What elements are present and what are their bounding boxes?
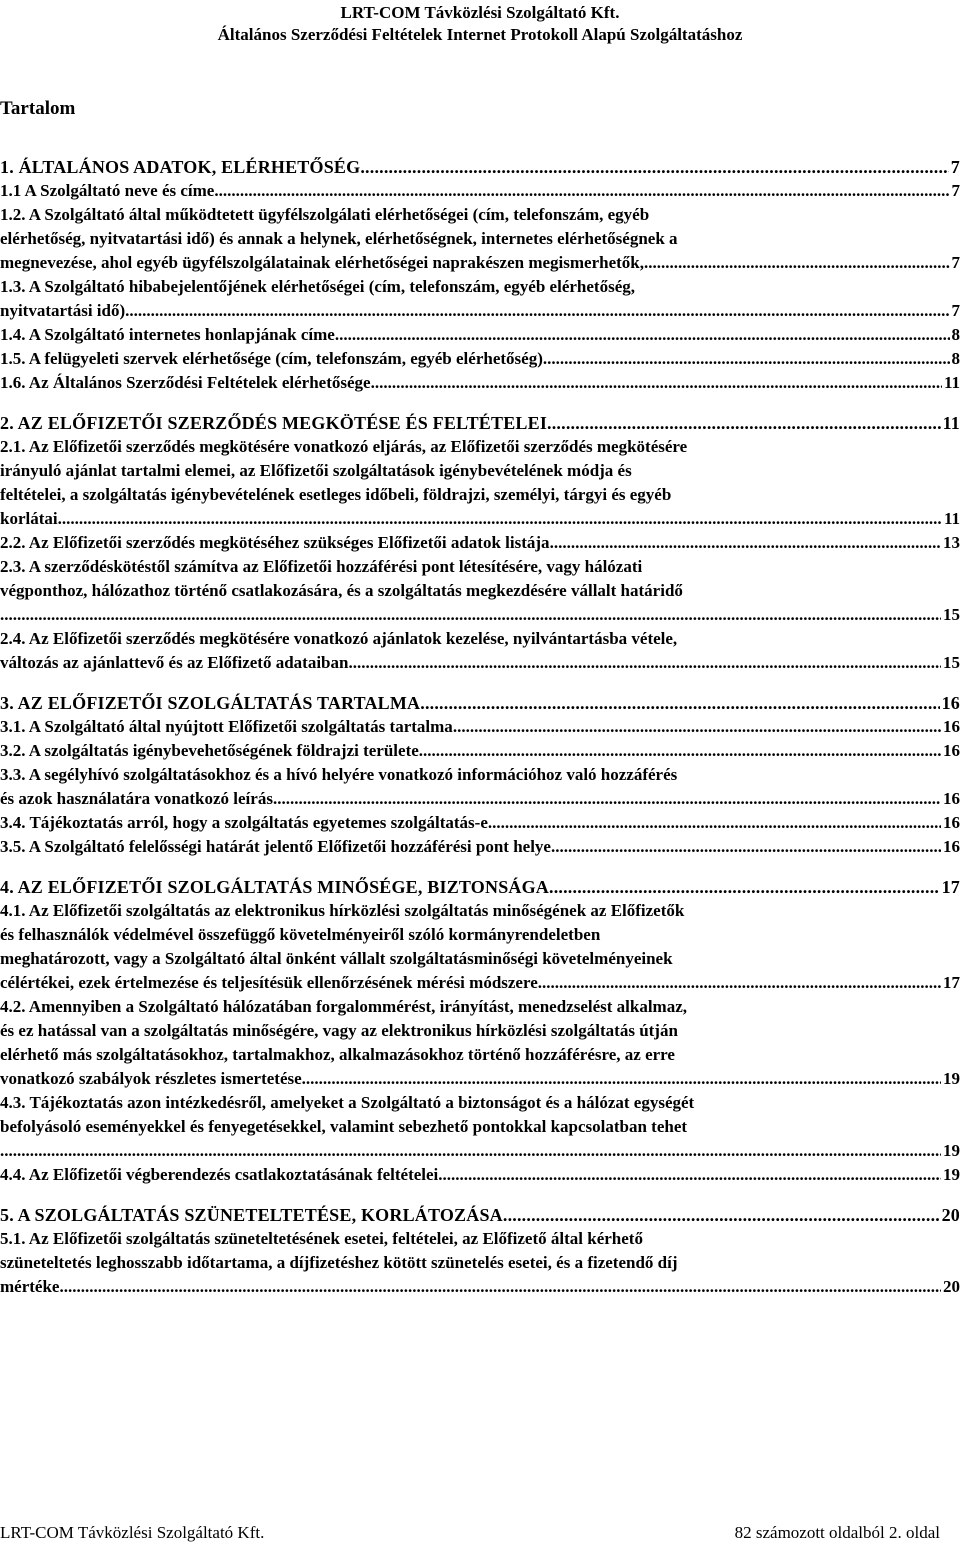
- dot-leader: [371, 371, 942, 395]
- toc-entry-line: 3. AZ ELŐFIZETŐI SZOLGÁLTATÁS TARTALMA: [0, 693, 421, 713]
- toc-heading: Tartalom: [0, 98, 76, 119]
- dot-leader: [538, 971, 941, 995]
- dot-leader: [125, 299, 949, 323]
- toc-subsection-entry[interactable]: [0, 1091, 960, 1163]
- toc-entry-line: 1.3. A Szolgáltató hibabejelentőjének elérhetőségei (cím, telefonszám, egyéb elérhetőség,: [0, 277, 635, 296]
- toc-subsection-entry[interactable]: [0, 1227, 960, 1299]
- toc-section-entry[interactable]: [0, 1203, 960, 1227]
- toc-page-number: 8: [951, 325, 960, 344]
- toc-entry-line: 3.3. A segélyhívó szolgáltatásokhoz és a hívó helyére vonatkozó információhoz való hozzáférés: [0, 765, 678, 784]
- toc-page-number: 7: [951, 181, 960, 200]
- dot-leader: [453, 715, 941, 739]
- toc-entry-line: 5.1. Az Előfizetői szolgáltatás szüneteltetésének esetei, feltételei, az Előfizető által kérhető: [0, 1229, 643, 1248]
- section-gap: [0, 395, 960, 411]
- toc-entry-line: korlátai: [0, 509, 58, 528]
- toc-subsection-entry[interactable]: [0, 323, 960, 347]
- dot-leader: [549, 875, 940, 899]
- toc-page-number: 15: [943, 653, 960, 672]
- toc-entry-line: változás az ajánlattevő és az Előfizető adataiban: [0, 653, 349, 672]
- toc-page-number: 16: [943, 741, 960, 760]
- toc-page-number: 7: [950, 157, 960, 177]
- toc-subsection-entry[interactable]: [0, 627, 960, 675]
- toc-entry-line: és ez hatással van a szolgáltatás minőségére, vagy az elektronikus hírközlési szolgáltatás útján: [0, 1021, 678, 1040]
- toc-page-number: 8: [951, 349, 960, 368]
- toc-subsection-entry[interactable]: [0, 995, 960, 1091]
- toc-entry-line: 3.4. Tájékoztatás arról, hogy a szolgáltatás egyetemes szolgáltatás-e: [0, 813, 488, 832]
- dot-leader: [543, 347, 950, 371]
- dot-leader: [503, 1203, 940, 1227]
- toc-entry-line: feltételei, a szolgáltatás igénybevételének esetleges időbeli, földrajzi, személyi, tárgyi és egyéb: [0, 485, 672, 504]
- toc-entry-line: megnevezése, ahol egyéb ügyfélszolgálatainak elérhetőségei naprakészen megismerhetők,: [0, 253, 644, 272]
- toc-subsection-entry[interactable]: [0, 835, 960, 859]
- toc-entry-line: 2. AZ ELŐFIZETŐI SZERZŐDÉS MEGKÖTÉSE ÉS FELTÉTELEI: [0, 413, 548, 433]
- footer-company: LRT-COM Távközlési Szolgáltató Kft.: [0, 1523, 265, 1542]
- toc-entry-line: 4.2. Amennyiben a Szolgáltató hálózatában forgalommérést, irányítást, menedzselést alkalmaz,: [0, 997, 688, 1016]
- toc-page-number: 19: [943, 1141, 960, 1160]
- toc-subsection-entry[interactable]: [0, 203, 960, 275]
- toc-subsection-entry[interactable]: [0, 811, 960, 835]
- toc-subsection-entry[interactable]: [0, 275, 960, 323]
- toc-entry-line: 3.2. A szolgáltatás igénybevehetőségének földrajzi területe: [0, 741, 419, 760]
- toc-entry-line: irányuló ajánlat tartalmi elemei, az Előfizetői szolgáltatások igénybevételének módja és: [0, 461, 632, 480]
- dot-leader: [58, 507, 942, 531]
- toc-entry-line: 1.2. A Szolgáltató által működtetett ügyfélszolgálati elérhetőségei (cím, telefonszám, egyéb: [0, 205, 650, 224]
- toc-entry-line: meghatározott, vagy a Szolgáltató által önként vállalt szolgáltatásminőségi követelményeinek: [0, 949, 673, 968]
- dot-leader: [348, 651, 941, 675]
- dot-leader: [547, 411, 941, 435]
- toc-subsection-entry[interactable]: [0, 555, 960, 627]
- toc-entry-line: 2.1. Az Előfizetői szerződés megkötésére vonatkozó eljárás, az Előfizetői szerződés megkötésére: [0, 437, 688, 456]
- toc-page-number: 16: [943, 813, 960, 832]
- toc-page-number: 16: [943, 837, 960, 856]
- dot-leader: [335, 323, 950, 347]
- dot-leader: [214, 179, 949, 203]
- toc-page-number: 11: [943, 509, 960, 528]
- toc-subsection-entry[interactable]: [0, 371, 960, 395]
- dot-leader: [360, 155, 948, 179]
- dot-leader: [302, 1067, 941, 1091]
- toc-page-number: 19: [943, 1069, 960, 1088]
- toc-entry-line: 1.4. A Szolgáltató internetes honlapjának címe: [0, 325, 335, 344]
- toc-section-entry[interactable]: [0, 691, 960, 715]
- toc-entry-line: és felhasználók védelmével összefüggő követelményeiről szóló kormányrendeletben: [0, 925, 601, 944]
- toc-entry-line: 1.1 A Szolgáltató neve és címe: [0, 181, 215, 200]
- toc-section-entry[interactable]: [0, 411, 960, 435]
- toc-entry-line: vonatkozó szabályok részletes ismertetése: [0, 1069, 302, 1088]
- toc-entry-line: befolyásoló eseményekkel és fenyegetésekkel, valamint sebezhető pontokkal kapcsolatban tehet: [0, 1117, 688, 1136]
- toc-page-number: 16: [943, 789, 960, 808]
- toc-entry-line: 3.1. A Szolgáltató által nyújtott Előfizetői szolgáltatás tartalma: [0, 717, 453, 736]
- toc-page-number: 19: [943, 1165, 960, 1184]
- toc-page-number: 11: [943, 373, 960, 392]
- toc-page-number: 16: [941, 693, 960, 713]
- toc-entry-line: és azok használatára vonatkozó leírás: [0, 789, 273, 808]
- toc-entry-line: mértéke: [0, 1277, 60, 1296]
- toc-entry-line: 2.3. A szerződéskötéstől számítva az Előfizetői hozzáférési pont létesítésére, vagy hálózati: [0, 557, 643, 576]
- toc-entry-line: végponthoz, hálózathoz történő csatlakozására, és a szolgáltatás megkezdésére vállalt határidő: [0, 581, 683, 600]
- section-gap: [0, 859, 960, 875]
- dot-leader: [0, 1139, 941, 1163]
- toc-entry-line: elérhető más szolgáltatásokhoz, tartalmakhoz, alkalmazásokhoz történő hozzáférésre, az erre: [0, 1045, 675, 1064]
- table-of-contents: [0, 155, 960, 1299]
- toc-entry-line: 4.1. Az Előfizetői szolgáltatás az elektronikus hírközlési szolgáltatás minőségének az Előfizetők: [0, 901, 685, 920]
- toc-section-entry[interactable]: [0, 155, 960, 179]
- toc-entry-line: célértékei, ezek értelmezése és teljesítésük ellenőrzésének mérési módszere: [0, 973, 538, 992]
- dot-leader: [0, 603, 941, 627]
- toc-page-number: 20: [943, 1277, 960, 1296]
- toc-entry-line: 4. AZ ELŐFIZETŐI SZOLGÁLTATÁS MINŐSÉGE, BIZTONSÁGA: [0, 877, 549, 897]
- toc-section-entry[interactable]: [0, 875, 960, 899]
- toc-page-number: 13: [943, 533, 960, 552]
- toc-entry-line: 2.2. Az Előfizetői szerződés megkötéséhez szükséges Előfizetői adatok listája: [0, 533, 550, 552]
- dot-leader: [419, 739, 941, 763]
- dot-leader: [551, 835, 941, 859]
- toc-page-number: 7: [951, 301, 960, 320]
- toc-entry-line: 1.5. A felügyeleti szervek elérhetősége (cím, telefonszám, egyéb elérhetőség): [0, 349, 543, 368]
- dot-leader: [273, 787, 941, 811]
- footer-page-number: 82 számozott oldalból 2. oldal: [734, 1523, 940, 1542]
- toc-entry-line: nyitvatartási idő): [0, 301, 126, 320]
- toc-entry-line: 5. A SZOLGÁLTATÁS SZÜNETELTETÉSE, KORLÁTOZÁSA: [0, 1205, 503, 1225]
- toc-subsection-entry[interactable]: [0, 899, 960, 995]
- toc-page-number: 15: [943, 605, 960, 624]
- toc-page-number: 17: [941, 877, 960, 897]
- toc-subsection-entry[interactable]: [0, 1163, 960, 1187]
- toc-subsection-entry[interactable]: [0, 531, 960, 555]
- dot-leader: [550, 531, 941, 555]
- section-gap: [0, 1187, 960, 1203]
- toc-page-number: 16: [943, 717, 960, 736]
- toc-entry-line: szüneteltetés leghosszabb időtartama, a díjfizetéshez kötött szünetelés esetei, és a fizetendő díj: [0, 1253, 678, 1272]
- toc-entry-line: 2.4. Az Előfizetői szerződés megkötésére vonatkozó ajánlatok kezelése, nyilvántartásba vétele,: [0, 629, 678, 648]
- toc-entry-line: 1.6. Az Általános Szerződési Feltételek elérhetősége: [0, 373, 371, 392]
- toc-subsection-entry[interactable]: [0, 179, 960, 203]
- dot-leader: [488, 811, 941, 835]
- toc-subsection-entry[interactable]: [0, 763, 960, 811]
- toc-entry-line: 1. ÁLTALÁNOS ADATOK, ELÉRHETŐSÉG: [0, 157, 361, 177]
- dot-leader: [420, 691, 939, 715]
- toc-subsection-entry[interactable]: [0, 715, 960, 739]
- header-company: LRT-COM Távközlési Szolgáltató Kft.: [340, 3, 620, 22]
- toc-subsection-entry[interactable]: [0, 347, 960, 371]
- toc-entry-line: elérhetőség, nyitvatartási idő) és annak a helynek, elérhetőségnek, internetes elérhetőségnek a: [0, 229, 678, 248]
- dot-leader: [438, 1163, 941, 1187]
- section-gap: [0, 675, 960, 691]
- header-document-title: Általános Szerződési Feltételek Internet Protokoll Alapú Szolgáltatáshoz: [217, 25, 743, 44]
- toc-subsection-entry[interactable]: [0, 739, 960, 763]
- toc-entry-line: 3.5. A Szolgáltató felelősségi határát jelentő Előfizetői hozzáférési pont helye: [0, 837, 551, 856]
- toc-page-number: 20: [941, 1205, 960, 1225]
- toc-page-number: 11: [942, 413, 960, 433]
- toc-entry-line: 4.4. Az Előfizetői végberendezés csatlakoztatásának feltételei: [0, 1165, 439, 1184]
- dot-leader: [59, 1275, 941, 1299]
- page-header: [0, 2, 960, 46]
- toc-page-number: 17: [943, 973, 960, 992]
- toc-entry-line: 4.3. Tájékoztatás azon intézkedésről, amelyeket a Szolgáltató a biztonságot és a hálózat egységét: [0, 1093, 695, 1112]
- toc-subsection-entry[interactable]: [0, 435, 960, 531]
- toc-page-number: 7: [951, 253, 960, 272]
- dot-leader: [644, 251, 950, 275]
